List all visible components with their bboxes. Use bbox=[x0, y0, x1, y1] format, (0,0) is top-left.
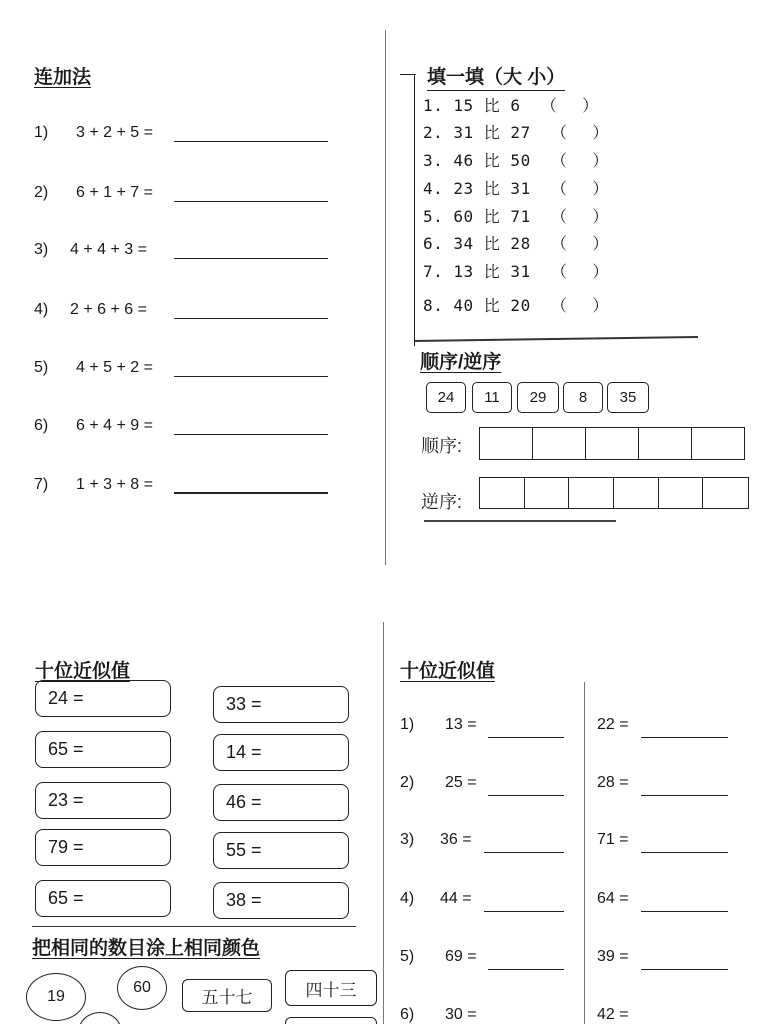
compare-text: 8. 40 比 20 bbox=[423, 296, 531, 315]
answer-cell[interactable] bbox=[639, 428, 692, 459]
rounding-box[interactable]: 65 = bbox=[35, 880, 171, 917]
compare-row bbox=[423, 120, 609, 143]
answer-blank[interactable] bbox=[641, 969, 728, 970]
open-paren: （ bbox=[540, 96, 558, 115]
addition-title: 连加法 bbox=[34, 67, 92, 88]
answer-cell[interactable] bbox=[659, 478, 704, 508]
row-number: 4) bbox=[34, 301, 49, 318]
answer-cell[interactable] bbox=[586, 428, 639, 459]
right-problem: 71 = bbox=[597, 831, 629, 848]
addition-row bbox=[34, 297, 147, 319]
row-expression: 6 + 4 + 9 = bbox=[76, 417, 153, 434]
answer-blank[interactable] bbox=[174, 201, 328, 202]
answer-parentheses[interactable] bbox=[551, 148, 609, 171]
close-paren: ） bbox=[592, 123, 609, 142]
close-paren: ） bbox=[582, 96, 599, 115]
rounding-box[interactable]: 33 = bbox=[213, 686, 349, 723]
answer-cell[interactable] bbox=[533, 428, 586, 459]
answer-blank[interactable] bbox=[488, 737, 564, 738]
open-paren: （ bbox=[550, 262, 568, 281]
row-number: 3) bbox=[34, 241, 49, 258]
compare-text: 3. 46 比 50 bbox=[423, 151, 531, 170]
close-paren: ） bbox=[592, 234, 609, 253]
compare-text: 4. 23 比 31 bbox=[423, 179, 531, 198]
word-box[interactable]: 四十三 bbox=[285, 970, 377, 1006]
rounding-box[interactable]: 23 = bbox=[35, 782, 171, 819]
answer-cell[interactable] bbox=[480, 478, 525, 508]
left-problem: 44 = bbox=[440, 890, 472, 907]
answer-parentheses[interactable] bbox=[541, 93, 599, 116]
compare-row bbox=[423, 259, 609, 282]
addition-row bbox=[34, 355, 153, 377]
row-number: 6) bbox=[400, 1006, 415, 1023]
answer-parentheses[interactable] bbox=[551, 176, 609, 199]
number-circle[interactable]: 19 bbox=[26, 973, 86, 1021]
answer-blank[interactable] bbox=[484, 911, 564, 912]
open-paren: （ bbox=[550, 151, 568, 170]
rounding-box[interactable]: 65 = bbox=[35, 731, 171, 768]
answer-cell[interactable] bbox=[525, 478, 570, 508]
row-number: 1) bbox=[34, 124, 49, 141]
compare-left-border bbox=[414, 74, 415, 346]
close-paren: ） bbox=[592, 151, 609, 170]
answer-cell[interactable] bbox=[569, 478, 614, 508]
rounding-row bbox=[400, 831, 760, 853]
compare-text: 6. 34 比 28 bbox=[423, 234, 531, 253]
rounding-box[interactable]: 24 = bbox=[35, 680, 171, 717]
answer-cell[interactable] bbox=[692, 428, 744, 459]
row-number: 4) bbox=[400, 890, 415, 907]
answer-cell[interactable] bbox=[614, 478, 659, 508]
answer-blank[interactable] bbox=[484, 852, 564, 853]
order-number-box: 24 bbox=[426, 382, 466, 413]
answer-blank[interactable] bbox=[641, 911, 728, 912]
row-number: 1) bbox=[400, 716, 415, 733]
word-box[interactable] bbox=[285, 1017, 377, 1024]
right-problem: 42 = bbox=[597, 1006, 629, 1023]
row-number: 6) bbox=[34, 417, 49, 434]
answer-blank[interactable] bbox=[174, 141, 328, 142]
left-problem: 69 = bbox=[445, 948, 477, 965]
order-number-box: 35 bbox=[607, 382, 649, 413]
addition-row bbox=[34, 120, 153, 142]
addition-row bbox=[34, 413, 153, 435]
answer-parentheses[interactable] bbox=[551, 120, 609, 143]
rounding-row bbox=[400, 1006, 760, 1024]
open-paren: （ bbox=[550, 123, 568, 142]
answer-blank[interactable] bbox=[488, 795, 564, 796]
rounding-box[interactable]: 14 = bbox=[213, 734, 349, 771]
right-problem: 39 = bbox=[597, 948, 629, 965]
rounding-row bbox=[400, 774, 760, 796]
row-expression: 2 + 6 + 6 = bbox=[70, 301, 147, 318]
left-problem: 36 = bbox=[440, 831, 472, 848]
rounding-row bbox=[400, 948, 760, 970]
row-expression: 1 + 3 + 8 = bbox=[76, 476, 153, 493]
top-center-divider bbox=[385, 30, 386, 565]
order-title: 顺序/逆序 bbox=[420, 352, 502, 373]
color-match-top-line bbox=[32, 926, 356, 927]
compare-row bbox=[423, 148, 609, 171]
rounding-box[interactable]: 46 = bbox=[213, 784, 349, 821]
answer-blank[interactable] bbox=[174, 318, 328, 319]
open-paren: （ bbox=[550, 296, 568, 315]
right-problem: 64 = bbox=[597, 890, 629, 907]
row-number: 5) bbox=[400, 948, 415, 965]
left-problem: 13 = bbox=[445, 716, 477, 733]
compare-row bbox=[423, 204, 609, 227]
bottom-center-divider bbox=[383, 622, 384, 1024]
rounding-box[interactable]: 38 = bbox=[213, 882, 349, 919]
answer-blank[interactable] bbox=[174, 258, 328, 259]
compare-row bbox=[423, 293, 609, 316]
answer-parentheses[interactable] bbox=[551, 293, 609, 316]
rounding-row bbox=[400, 890, 760, 912]
row-expression: 4 + 5 + 2 = bbox=[76, 359, 153, 376]
row-number: 3) bbox=[400, 831, 415, 848]
row-number: 5) bbox=[34, 359, 49, 376]
open-paren: （ bbox=[550, 179, 568, 198]
answer-blank[interactable] bbox=[174, 434, 328, 435]
answer-blank[interactable] bbox=[174, 376, 328, 377]
compare-text: 7. 13 比 31 bbox=[423, 262, 531, 281]
rounding-boxes-title: 十位近似值 bbox=[35, 661, 131, 682]
answer-parentheses[interactable] bbox=[551, 259, 609, 282]
right-problem: 28 = bbox=[597, 774, 629, 791]
order-number-box: 29 bbox=[517, 382, 559, 413]
left-problem: 30 = bbox=[445, 1006, 477, 1023]
ascending-answer-grid bbox=[479, 427, 745, 460]
answer-blank[interactable] bbox=[488, 969, 564, 970]
answer-blank[interactable] bbox=[641, 737, 728, 738]
row-number: 2) bbox=[34, 184, 49, 201]
addition-row bbox=[34, 472, 153, 494]
addition-row bbox=[34, 237, 147, 259]
row-expression: 4 + 4 + 3 = bbox=[70, 241, 147, 258]
answer-blank[interactable] bbox=[174, 492, 328, 494]
row-number: 7) bbox=[34, 476, 49, 493]
answer-blank[interactable] bbox=[641, 795, 728, 796]
compare-text: 1. 15 比 6 bbox=[423, 96, 521, 115]
answer-parentheses[interactable] bbox=[551, 204, 609, 227]
number-circle[interactable]: 60 bbox=[117, 966, 167, 1010]
compare-text: 2. 31 比 27 bbox=[423, 123, 531, 142]
answer-parentheses[interactable] bbox=[551, 231, 609, 254]
rounding-box[interactable]: 79 = bbox=[35, 829, 171, 866]
order-number-box: 11 bbox=[472, 382, 512, 413]
order-number-box: 8 bbox=[563, 382, 603, 413]
word-box[interactable]: 五十七 bbox=[182, 979, 272, 1012]
color-match-title: 把相同的数目涂上相同颜色 bbox=[32, 938, 261, 959]
descending-answer-grid bbox=[479, 477, 749, 509]
rounding-box[interactable]: 55 = bbox=[213, 832, 349, 869]
close-paren: ） bbox=[592, 296, 609, 315]
compare-row bbox=[423, 93, 599, 116]
rounding-row bbox=[400, 716, 760, 738]
row-expression: 3 + 2 + 5 = bbox=[76, 124, 153, 141]
close-paren: ） bbox=[592, 179, 609, 198]
answer-cell[interactable] bbox=[703, 478, 748, 508]
descending-label: 逆序: bbox=[421, 492, 463, 512]
compare-row bbox=[423, 176, 609, 199]
close-paren: ） bbox=[592, 262, 609, 281]
order-bottom-line bbox=[424, 520, 616, 522]
compare-title: 填一填（大 小） bbox=[427, 62, 565, 91]
row-number: 2) bbox=[400, 774, 415, 791]
right-problem: 22 = bbox=[597, 716, 629, 733]
open-paren: （ bbox=[550, 234, 568, 253]
rounding-list-title: 十位近似值 bbox=[400, 661, 496, 682]
close-paren: ） bbox=[592, 207, 609, 226]
answer-cell[interactable] bbox=[480, 428, 533, 459]
number-circle[interactable] bbox=[78, 1012, 122, 1024]
answer-blank[interactable] bbox=[641, 852, 728, 853]
compare-text: 5. 60 比 71 bbox=[423, 207, 531, 226]
row-expression: 6 + 1 + 7 = bbox=[76, 184, 153, 201]
compare-row bbox=[423, 231, 609, 254]
left-problem: 25 = bbox=[445, 774, 477, 791]
addition-row bbox=[34, 180, 153, 202]
ascending-label: 顺序: bbox=[421, 436, 463, 456]
compare-bottom-line bbox=[414, 336, 698, 342]
open-paren: （ bbox=[550, 207, 568, 226]
